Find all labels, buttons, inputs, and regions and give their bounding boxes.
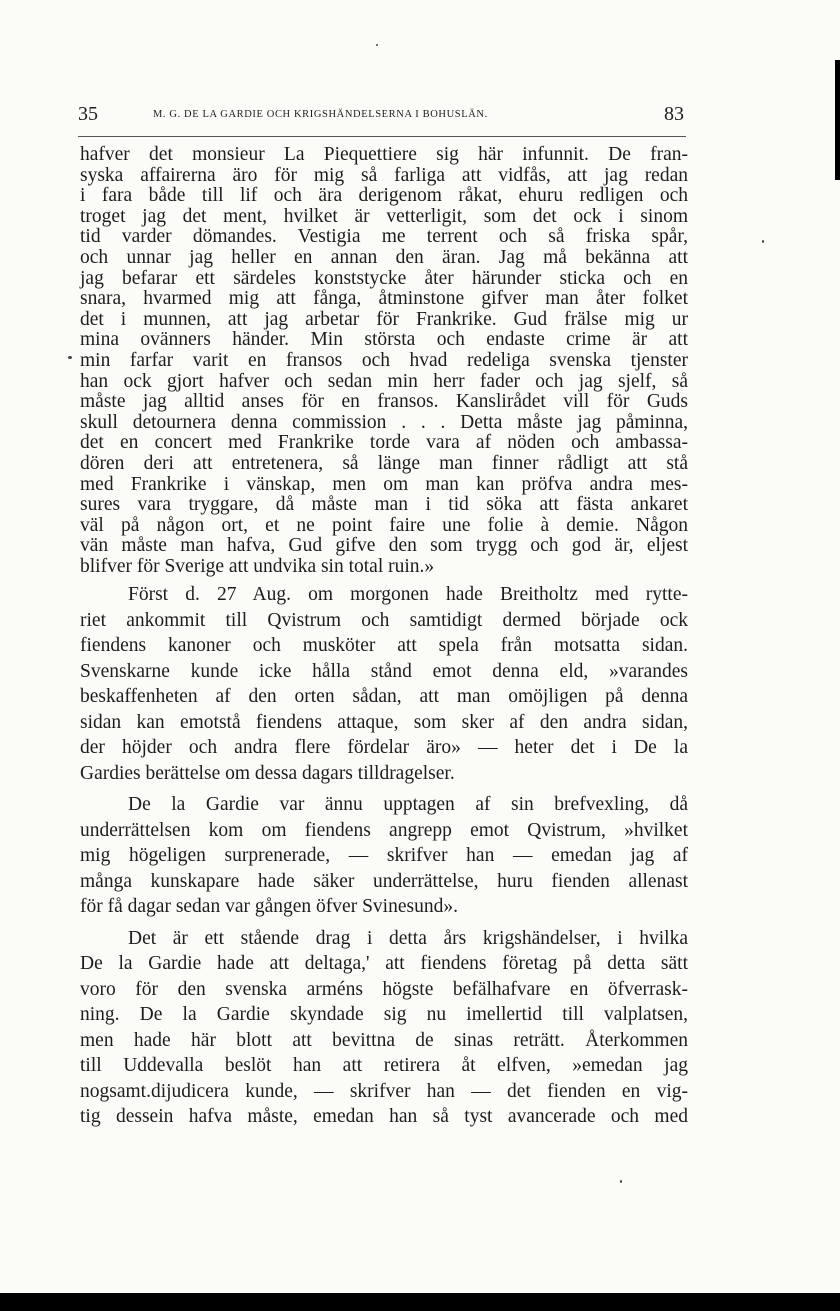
text-line: De la Gardie var ännu upptagen af sin brefvexling, då	[128, 794, 688, 816]
text-line: mina ovänners händer. Min största och endaste crime är att	[80, 329, 688, 351]
scan-speck	[376, 44, 378, 46]
scan-speck	[68, 356, 72, 359]
text-line: väl på någon ort, et ne point faire une folie à demie. Någon	[80, 514, 688, 536]
text-line: syska affairerna äro för mig så farliga att vidfås, att jag redan	[80, 164, 688, 186]
scan-edge-mark	[835, 60, 840, 180]
text-line: många kunskapare hade säker underrättelse, huru fienden allenast	[80, 870, 688, 892]
text-line: dören deri att entretenera, så länge man finner rådligt att stå	[80, 452, 688, 474]
header-rule	[78, 136, 686, 137]
text-line: De la Gardie hade att deltaga,' att fiendens företag på detta sätt	[80, 953, 688, 975]
scan-bottom-border	[0, 1293, 840, 1311]
text-line: det en concert med Frankrike torde vara af nöden och ambassa-	[80, 432, 688, 454]
scan-speck	[620, 1180, 622, 1183]
running-header	[78, 103, 688, 133]
text-line: skull detournera denna commission . . . Detta måste jag påminna,	[80, 411, 688, 433]
paragraph	[80, 792, 688, 920]
body-text	[80, 145, 688, 1130]
text-line: han ock gjort hafver och sedan min herr fader och jag sjelf, så	[80, 370, 688, 392]
text-line: men hade här blott att bevittna de sinas reträtt. Återkommen	[80, 1029, 688, 1051]
text-line: för få dagar sedan var gången öfver Svinesund».	[80, 896, 458, 918]
text-line: der höjder och andra flere fördelar äro» — heter det i De la	[80, 737, 688, 759]
header-title: M. G. DE LA GARDIE OCH KRIGSHÄNDELSERNA I BOHUSLÄN.	[153, 109, 488, 120]
text-line: och unnar jag heller en annan den äran. Jag må bekänna att	[80, 246, 688, 268]
text-line: hafver det monsieur La Piequettiere sig här infunnit. De fran-	[80, 144, 688, 165]
header-page-number-left: 35	[78, 103, 98, 125]
text-line: beskaffenheten af den orten sådan, att man omöjligen på denna	[80, 686, 688, 708]
text-line: underrättelsen kom om fiendens angrepp emot Qvistrum, »hvilket	[80, 819, 688, 841]
text-line: med Frankrike i vänskap, men om man kan pröfva andra mes-	[80, 473, 688, 495]
text-line: det i munnen, att jag arbetar för Frankrike. Gud frälse mig ur	[80, 308, 688, 330]
paragraph-quote	[80, 145, 688, 577]
text-line: nogsamt.dijudicera kunde, — skrifver han — det fienden en vig-	[80, 1080, 688, 1102]
text-line: ning. De la Gardie skyndade sig nu imellertid till valplatsen,	[80, 1004, 688, 1026]
text-line: mig högeligen surprenerade, — skrifver han — emedan jag af	[80, 845, 688, 867]
text-line: sidan kan emotstå fiendens attaque, som sker af den andra sidan,	[80, 711, 688, 733]
text-line: min farfar varit en fransos och hvad redeliga svenska tjenster	[80, 349, 688, 371]
text-line: Först d. 27 Aug. om morgonen hade Breitholtz med rytte-	[128, 584, 688, 606]
text-line: vän måste man hafva, Gud gifve den som trygg och god är, eljest	[80, 535, 688, 557]
text-line: till Uddevalla beslöt han att retirera åt elfven, »emedan jag	[80, 1055, 688, 1077]
text-line: voro för den svenska arméns högste befälhafvare en öfverrask-	[80, 978, 688, 1000]
text-line: Gardies berättelse om dessa dagars tilldragelser.	[80, 762, 455, 784]
text-line: tig dessein hafva måste, emedan han så tyst avancerade och med	[80, 1106, 688, 1128]
text-line: i fara både till lif och ära derigenom råkat, ehuru redligen och	[80, 185, 688, 207]
text-line: Svenskarne kunde icke hålla stånd emot denna eld, »varandes	[80, 660, 688, 682]
text-line: snara, hvarmed mig att fånga, åtminstone gifver man åter folket	[80, 288, 688, 310]
text-line: sures vara tryggare, då måste man i tid söka att fästa ankaret	[80, 494, 688, 516]
paragraph	[80, 582, 688, 786]
text-line: måste jag alltid anses för en fransos. Kanslirådet vill för Guds	[80, 391, 688, 413]
text-line: jag befarar ett särdeles konststycke åter härunder sticka och en	[80, 267, 688, 289]
text-line: Det är ett stående drag i detta års krigshändelser, i hvilka	[128, 927, 688, 949]
text-line: troget jag det ment, hvilket är vetterligit, som det ock i sinom	[80, 205, 688, 227]
scan-speck	[762, 240, 764, 243]
paragraph	[80, 926, 688, 1130]
text-line: fiendens kanoner och musköter att spela från motsatta sidan.	[80, 635, 688, 657]
text-line: riet ankommit till Qvistrum och samtidigt dermed började ock	[80, 609, 688, 631]
header-page-number-right: 83	[664, 103, 684, 125]
text-line: blifver för Sverige att undvika sin total ruin.»	[80, 555, 435, 577]
text-line: tid varder dömandes. Vestigia me terrent och så friska spår,	[80, 226, 688, 248]
